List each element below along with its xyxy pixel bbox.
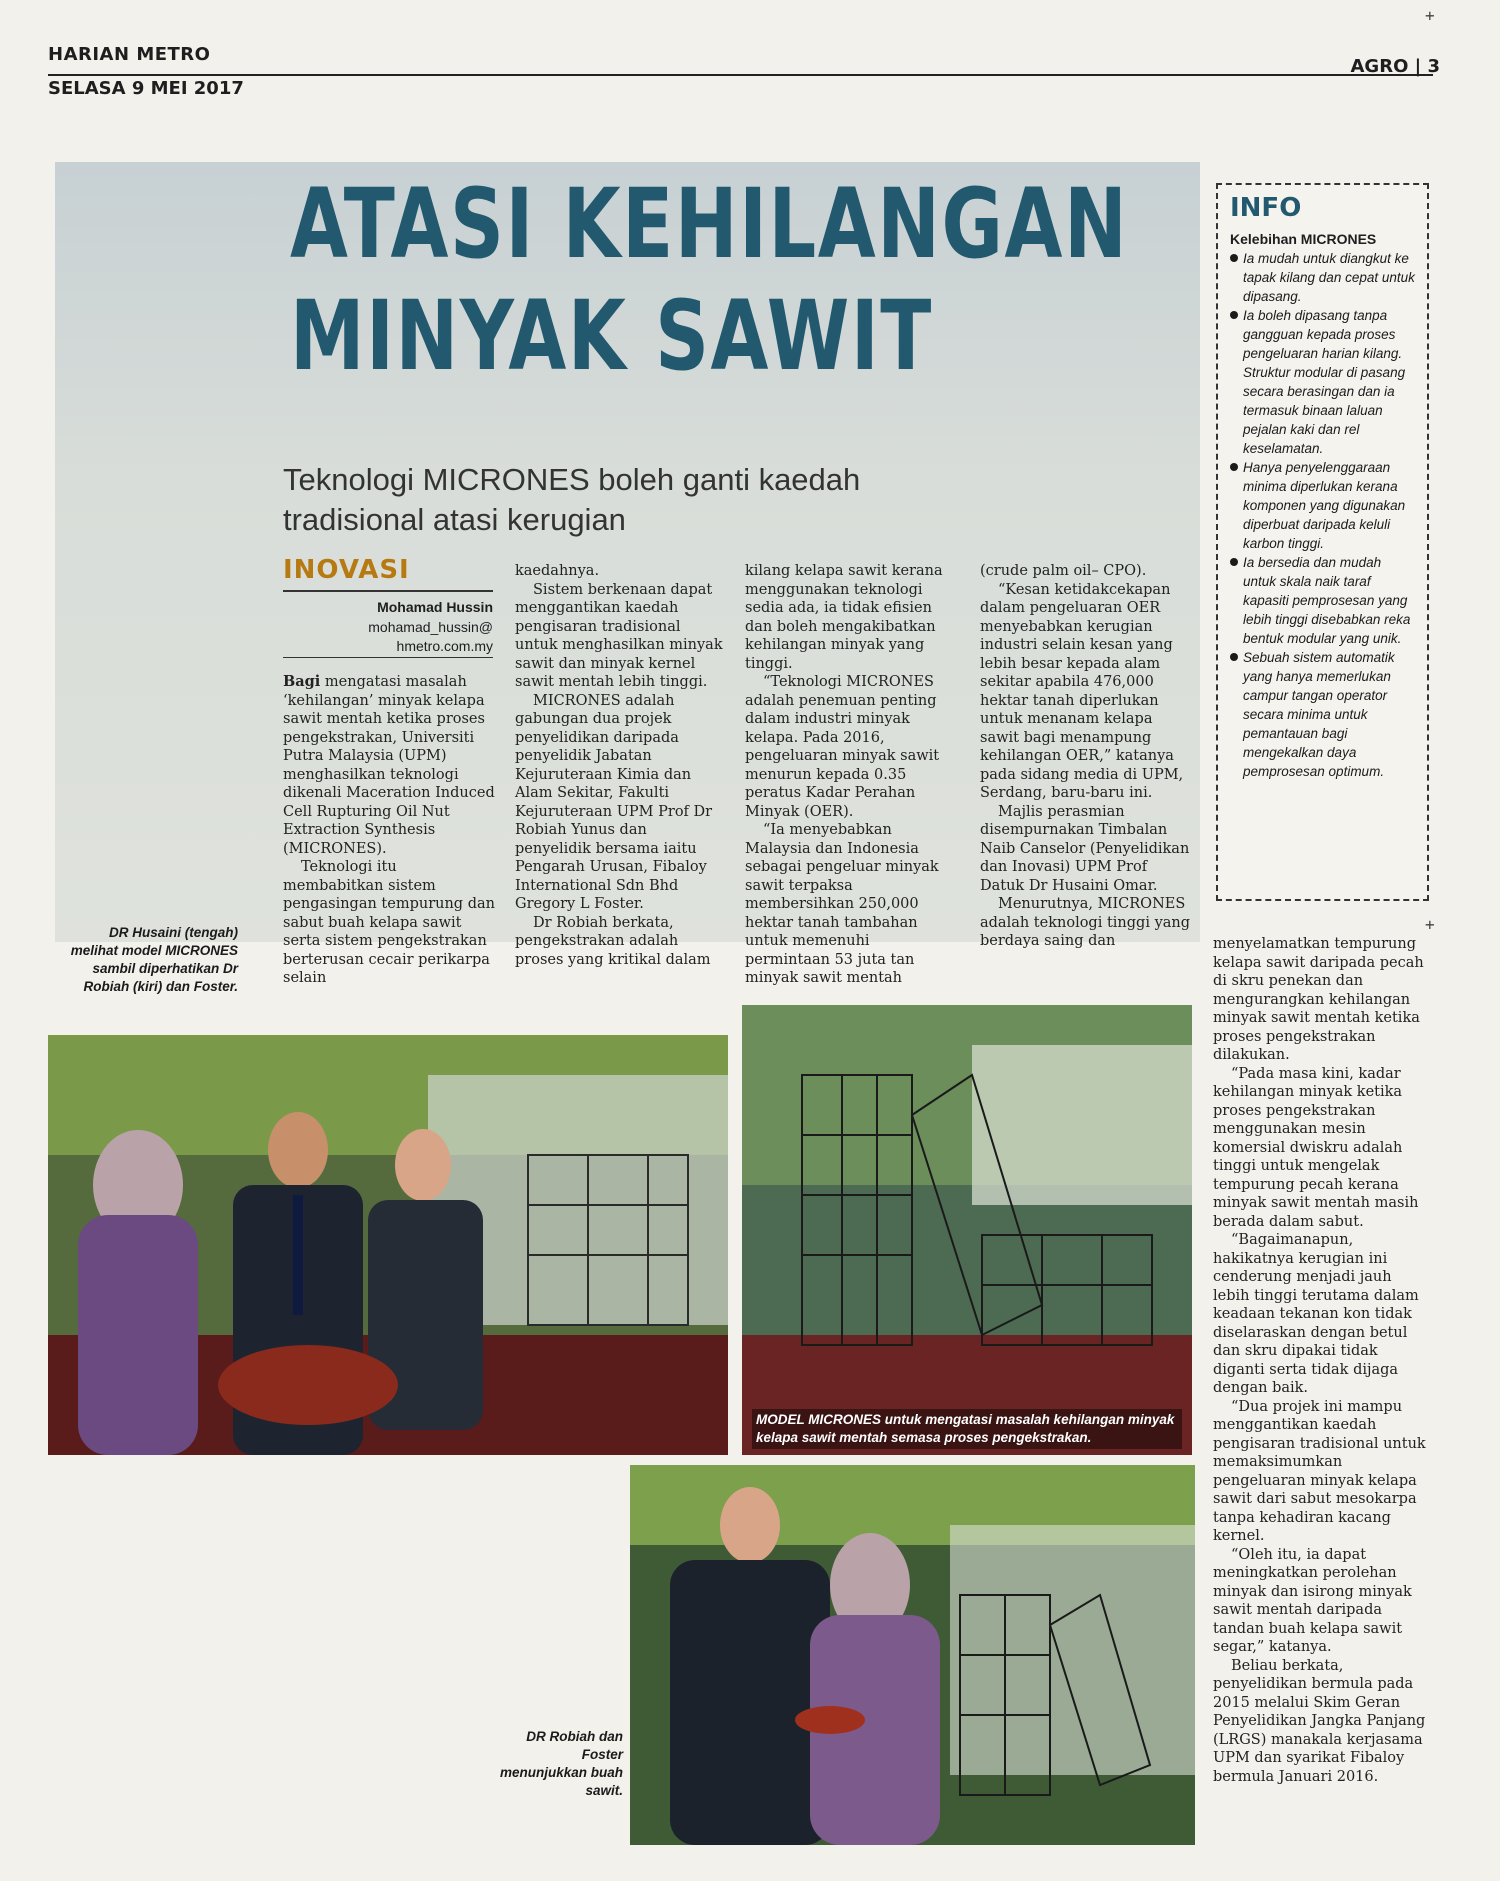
body-column-5	[1213, 935, 1429, 1786]
info-item: Hanya penyelenggaraan minima diperlukan kerana komponen yang digunakan diperbuat daripada keluli karbon tinggi.	[1230, 458, 1417, 553]
crop-mark: +	[1425, 915, 1435, 934]
deck-subheadline: Teknologi MICRONES boleh ganti kaedah tradisional atasi kerugian	[283, 462, 861, 537]
body-paragraph: Dr Robiah berkata, pengekstrakan adalah proses yang kritikal dalam	[515, 914, 711, 968]
masthead-name: HARIAN METRO	[48, 44, 211, 65]
info-item: Ia mudah untuk diangkut ke tapak kilang dan cepat untuk dipasang.	[1230, 249, 1417, 306]
body-paragraph: kilang kelapa sawit kerana menggunakan teknologi sedia ada, ia tidak efisien dan boleh mengakibatkan kehilangan minyak yang tinggi.	[745, 563, 943, 672]
body-paragraph: Teknologi itu membabitkan sistem pengasingan tempurung dan sabut buah kelapa sawit serta sistem pengekstrakan berterusan cecair perikarpa selain	[283, 859, 495, 986]
body-paragraph: “Ia menyebabkan Malaysia dan Indonesia sebagai pengeluar minyak sawit terpaksa membersihkan 250,000 hektar tanah tambahan untuk memenuhi permintaan 53 juta tan minyak sawit mentah	[745, 822, 939, 986]
body-paragraph: kaedahnya.	[515, 563, 600, 579]
drop-lead: Bagi	[283, 673, 321, 690]
crop-mark: +	[1425, 6, 1435, 25]
body-paragraph: “Kesan ketidakcekapan dalam pengeluaran OER menyebabkan kerugian industri selain kesan yang lebih besar kepada alam sekitar apabila 476,000 hektar tanah diperlukan untuk menanam kelapa sawit bagi menampung kehilangan OER,” katanya pada sidang media di UPM, Serdang, baru-baru ini.	[980, 581, 1184, 801]
info-box	[1216, 183, 1429, 901]
kicker-rule	[283, 590, 493, 592]
info-subtitle: Kelebihan MICRONES	[1230, 231, 1377, 247]
body-paragraph: (crude palm oil– CPO).	[980, 563, 1147, 579]
body-paragraph: MICRONES adalah gabungan dua projek penyelidikan daripada penyelidik Jabatan Kejuruteraan Kimia dan Alam Sekitar, Fakulti Kejuruteraan UPM Prof Dr Robiah Yunus dan penyelidik bersama iaitu Pengarah Urusan, Fibaloy International Sdn Bhd Gregory L Foster.	[515, 692, 713, 912]
byline-rule	[283, 657, 493, 658]
body-column-3	[745, 562, 957, 988]
caption-photo-3: DR Robiah dan Foster menunjukkan buah sawit.	[499, 1729, 623, 1798]
info-item: Ia boleh dipasang tanpa gangguan kepada proses pengeluaran harian kilang. Struktur modular di pasang secara berasingan dan ia termasuk binaan laluan pejalan kaki dan rel keselamatan.	[1230, 306, 1417, 458]
photo-illustration	[630, 1465, 1195, 1845]
body-paragraph: menyelamatkan tempurung kelapa sawit daripada pecah di skru penekan dan mengurangkan kehilangan minyak sawit mentah ketika proses pengekstrakan dilakukan.	[1213, 936, 1424, 1063]
info-item: Ia bersedia dan mudah untuk skala naik taraf kapasiti pemprosesan yang lebih tinggi disebabkan reka bentuk modular yang unik.	[1230, 553, 1417, 648]
headline-line-1: ATASI KEHILANGAN	[290, 168, 1129, 280]
info-title: INFO	[1230, 193, 1302, 223]
kicker: INOVASI	[283, 555, 410, 585]
body-paragraph: “Dua projek ini mampu menggantikan kaedah pengisaran tradisional untuk memaksimumkan pengeluaran minyak kelapa sawit dari sabut mesokarpa tanpa kehadiran kacang kernel.	[1213, 1398, 1426, 1544]
body-paragraph: Menurutnya, MICRONES adalah teknologi tinggi yang berdaya saing dan	[980, 896, 1191, 949]
body-paragraph: Beliau berkata, penyelidikan bermula pada 2015 melalui Skim Geran Penyelidikan Jangka Panjang (LRGS) manakala kerjasama UPM dan syarikat Fibaloy bermula Januari 2016.	[1213, 1657, 1426, 1785]
masthead-rule	[48, 74, 1433, 76]
headline	[290, 168, 1129, 392]
photo-officials-viewing-model	[48, 1035, 728, 1455]
author-name: Mohamad Hussin	[377, 599, 493, 615]
author-email	[283, 618, 493, 656]
photo-illustration	[742, 1005, 1192, 1455]
body-paragraph: “Bagaimanapun, hakikatnya kerugian ini cenderung menjadi jauh lebih tinggi terutama dalam keadaan tekanan kon tidak diselaraskan dengan betul dan skru dipakai tidak diganti serta tidak dijaga dengan baik.	[1213, 1232, 1419, 1396]
author-email-line-2: hmetro.com.my	[396, 638, 493, 654]
caption-photo-1: DR Husaini (tengah) melihat model MICRONES sambil diperhatikan Dr Robiah (kiri) dan Foster.	[70, 925, 238, 994]
body-paragraph: Bagi mengatasi masalah ‘kehilangan’ minyak kelapa sawit mentah ketika proses pengekstrakan, Universiti Putra Malaysia (UPM) menghasilkan teknologi dikenali Maceration Induced Cell Rupturing Oil Nut Extraction Synthesis (MICRONES).	[283, 673, 495, 857]
author-email-line-1: mohamad_hussin@	[368, 619, 493, 635]
photo-researchers-holding-fruit	[630, 1465, 1195, 1845]
body-paragraph: Majlis perasmian disempurnakan Timbalan Naib Canselor (Penyelidikan dan Inovasi) UPM Prof Datuk Dr Husaini Omar.	[980, 803, 1190, 894]
photo-micrones-model	[742, 1005, 1192, 1455]
masthead-date: SELASA 9 MEI 2017	[48, 78, 244, 99]
photo-illustration	[48, 1035, 728, 1455]
body-paragraph: “Pada masa kini, kadar kehilangan minyak ketika proses pengekstrakan menggunakan mesin komersial dwiskru adalah tinggi untuk mengelak tempurung pecah kerana minyak sawit mentah masih berada dalam sabut.	[1213, 1065, 1419, 1230]
headline-line-2: MINYAK SAWIT	[290, 280, 933, 392]
info-list	[1230, 249, 1417, 781]
caption-photo-2: MODEL MICRONES untuk mengatasi masalah kehilangan minyak kelapa sawit mentah semasa proses pengekstrakan.	[752, 1409, 1182, 1449]
body-column-2	[515, 562, 725, 969]
info-item: Sebuah sistem automatik yang hanya memerlukan campur tangan operator secara minima untuk pemantauan bagi mengekalkan daya pemprosesan optimum.	[1230, 648, 1417, 781]
body-paragraph: “Oleh itu, ia dapat meningkatkan perolehan minyak dan isirong minyak sawit mentah daripada tandan buah kelapa sawit segar,” katanya.	[1213, 1546, 1412, 1655]
body-column-4	[980, 562, 1192, 951]
body-column-1	[283, 673, 495, 988]
body-paragraph: Sistem berkenaan dapat menggantikan kaedah pengisaran tradisional untuk menghasilkan minyak sawit dan minyak kernel sawit mentah lebih tinggi.	[515, 581, 723, 690]
section-tag: AGRO | 3	[1350, 56, 1440, 77]
body-paragraph: “Teknologi MICRONES adalah penemuan penting dalam industri minyak kelapa. Pada 2016, pengeluaran minyak sawit menurun kepada 0.35 peratus Kadar Perahan Minyak (OER).	[745, 674, 940, 820]
